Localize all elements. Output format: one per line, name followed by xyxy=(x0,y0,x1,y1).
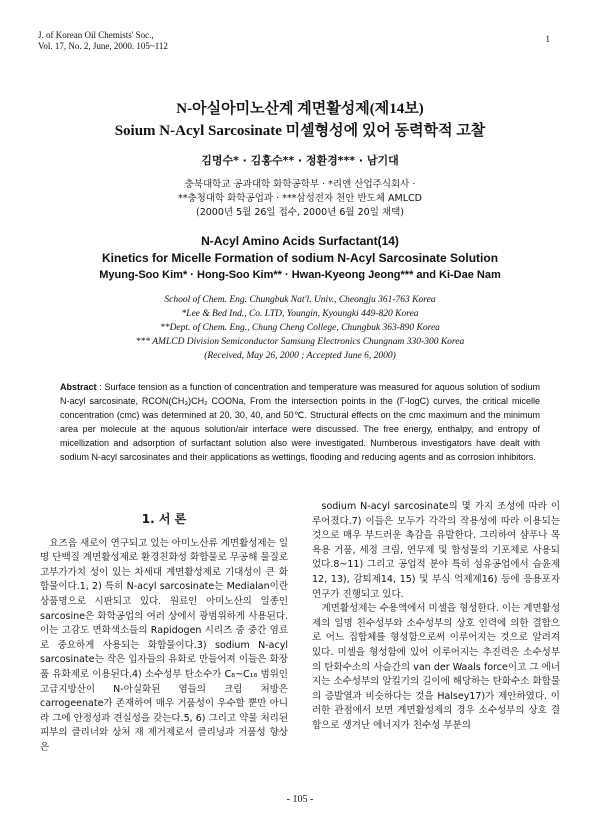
right-column xyxy=(312,500,560,734)
korean-affil-line-1: 충북대학교 공과대학 화학공학부 · *리엔 산업주식회사 · xyxy=(184,179,416,190)
korean-received-dates: (2000년 5월 26일 접수, 2000년 6월 20일 채택) xyxy=(196,207,404,218)
english-title xyxy=(0,233,600,267)
journal-line-2: Vol. 17, No. 2, June, 2000. 105~112 xyxy=(38,41,168,51)
journal-line-1: J. of Korean Oil Chemists' Soc., xyxy=(38,30,154,40)
abstract-label: Abstract xyxy=(60,382,97,392)
english-affil-line-4: *** AMLCD Division Semiconductor Samsung Electronics Chungnam 330-300 Korea xyxy=(135,337,465,347)
korean-affiliations xyxy=(0,178,600,220)
korean-authors: 김명수* · 김홍수** · 정환경*** · 남기대 xyxy=(201,154,399,167)
korean-title-line-1: N-아실아미노산계 계면활성제(제14보) xyxy=(176,101,424,117)
abstract xyxy=(60,380,540,464)
english-affil-line-3: **Dept. of Chem. Eng., Chung Cheng College, Chungbuk 363-890 Korea xyxy=(160,323,440,333)
english-affil-line-2: *Lee & Bed Ind., Co. LTD, Youngin, Kyoungki 449-820 Korea xyxy=(181,309,419,319)
english-received-dates: (Received, May 26, 2000 ; Accepted June 6, 2000) xyxy=(204,351,396,361)
abstract-text: : Surface tension as a function of concentration and temperature was measured for aquous solution of sodium N-acyl sarcosinate, RCON(CH₃)CH₂ COONa, From the intersection points in the (Γ-logC) curves, the critical micelle concentration (cmc) was determined at 20, 30, 40, and 50℃. Structural effects on the cmc maximum and the minimum area per molecule at the aquous solution/air interface were discussed. The free energy, enthalpy, and entropy of micellization and adsorption of surfactant solution also were investigated. Numberous investigators have dealt with sodium N-acyl sarcosinates and their applications as wettings, flooding and reducing agents and as corrosion inhibitors. xyxy=(60,382,540,462)
right-column-paragraph-1: sodium N-acyl sarcosinate의 몇 가지 조성에 따라 이루어졌다.7) 이들은 모두가 각각의 작용성에 따라 이용되는 것으로 매우 부드러운 촉감을 유발한다. 그리하여 샴푸나 목욕용 거품, 세정 크림, 연무제 및 합성물의 기포제로 사용되었다.8~11) 그리고 공업적 분야 특히 섬유공업에서 습윤제12, 13), 감퇴제14, 15) 및 부식 억제제16) 등에 응용포자 연구가 진행되고 있다. xyxy=(312,501,560,600)
journal-citation xyxy=(38,30,168,52)
english-affiliations xyxy=(0,293,600,363)
korean-title-line-2: Soium N-Acyl Sarcosinate 미셀형성에 있어 동력학적 고찰 xyxy=(114,123,486,139)
english-affil-line-1: School of Chem. Eng. Chungbuk Nat'l. Univ., Cheongju 361-763 Korea xyxy=(164,295,436,305)
korean-affil-line-2: **충청대학 화학공업과 · ***삼성전자 천안 반도체 AMLCD xyxy=(177,193,422,204)
english-title-line-1: N-Acyl Amino Acids Surfactant(14) xyxy=(201,234,399,248)
section-heading-introduction: 1. 서 론 xyxy=(141,512,187,526)
english-authors: Myung-Soo Kim* · Hong-Soo Kim** · Hwan-Kyeong Jeong*** and Ki-Dae Nam xyxy=(99,269,501,281)
bottom-page-number: - 105 - xyxy=(286,794,314,805)
top-page-number: 1 xyxy=(545,34,550,44)
left-column xyxy=(40,512,288,756)
english-title-line-2: Kinetics for Micelle Formation of sodium N-Acyl Sarcosinate Solution xyxy=(101,251,499,265)
left-column-paragraph: 요즈음 새로이 연구되고 있는 아미노산류 계면활성제는 일명 단백질 계면활성제로 환경친화성 화합물로 무공해 물질로 고부가가치 성이 있는 차세대 계면활성제로 기대성이 큰 화합물이다.1, 2) 특히 N-acyl sarcosinate는 Medialan이란 상품명으로 시판되고 있다. 원료인 아미노산의 일종인 sarcosine은 화학공업의 여러 상에서 광범위하게 사용된다. 이는 고감도 면화색소들의 Rapidogen 시리즈 중 중간 염료로 중요하게 사용되는 화합물이다.3) sodium N-acyl sarcosinate는 작은 입자들의 유화로 만들어져 이들은 화장품 유화제로 이용된다.4) 소수성부 탄소수가 C₈~C₁₈ 범위인 고급지방산이 N-아실화된 염들의 크림 처방은 carrogeenate가 존재하여 매우 거품성이 우수할 뿐만 아니라 그에 안정성과 견실성을 갖는다.5, 6) 그리고 약물 처리된 피부의 클리너와 상처 재 제거제로서 클리닝과 거품성 향상은 xyxy=(40,537,288,753)
korean-title xyxy=(0,98,600,142)
right-column-paragraph-2: 계면활성제는 수용액에서 미셀을 형성한다. 이는 계면활성제의 일명 친수성부와 소수성부의 상호 인력에 의한 결합으로 어느 집합체를 형성함으로써 이루어지는 것으로 알려져 있다. 미셀을 형성함에 있어 이루어지는 추진력은 소수성부의 탄화수소의 사슬간의 van der Waals force이고 그 에너지는 소수성부의 알킬기의 길이에 해당하는 탄화수소 화합물의 증발열과 비슷하다는 것을 Halsey17)가 제안하였다. 이러한 관점에서 보면 계면활성제의 경우 소수성부의 상호 결합으로 생겨난 에너지가 친수성 부분의 xyxy=(312,603,560,731)
